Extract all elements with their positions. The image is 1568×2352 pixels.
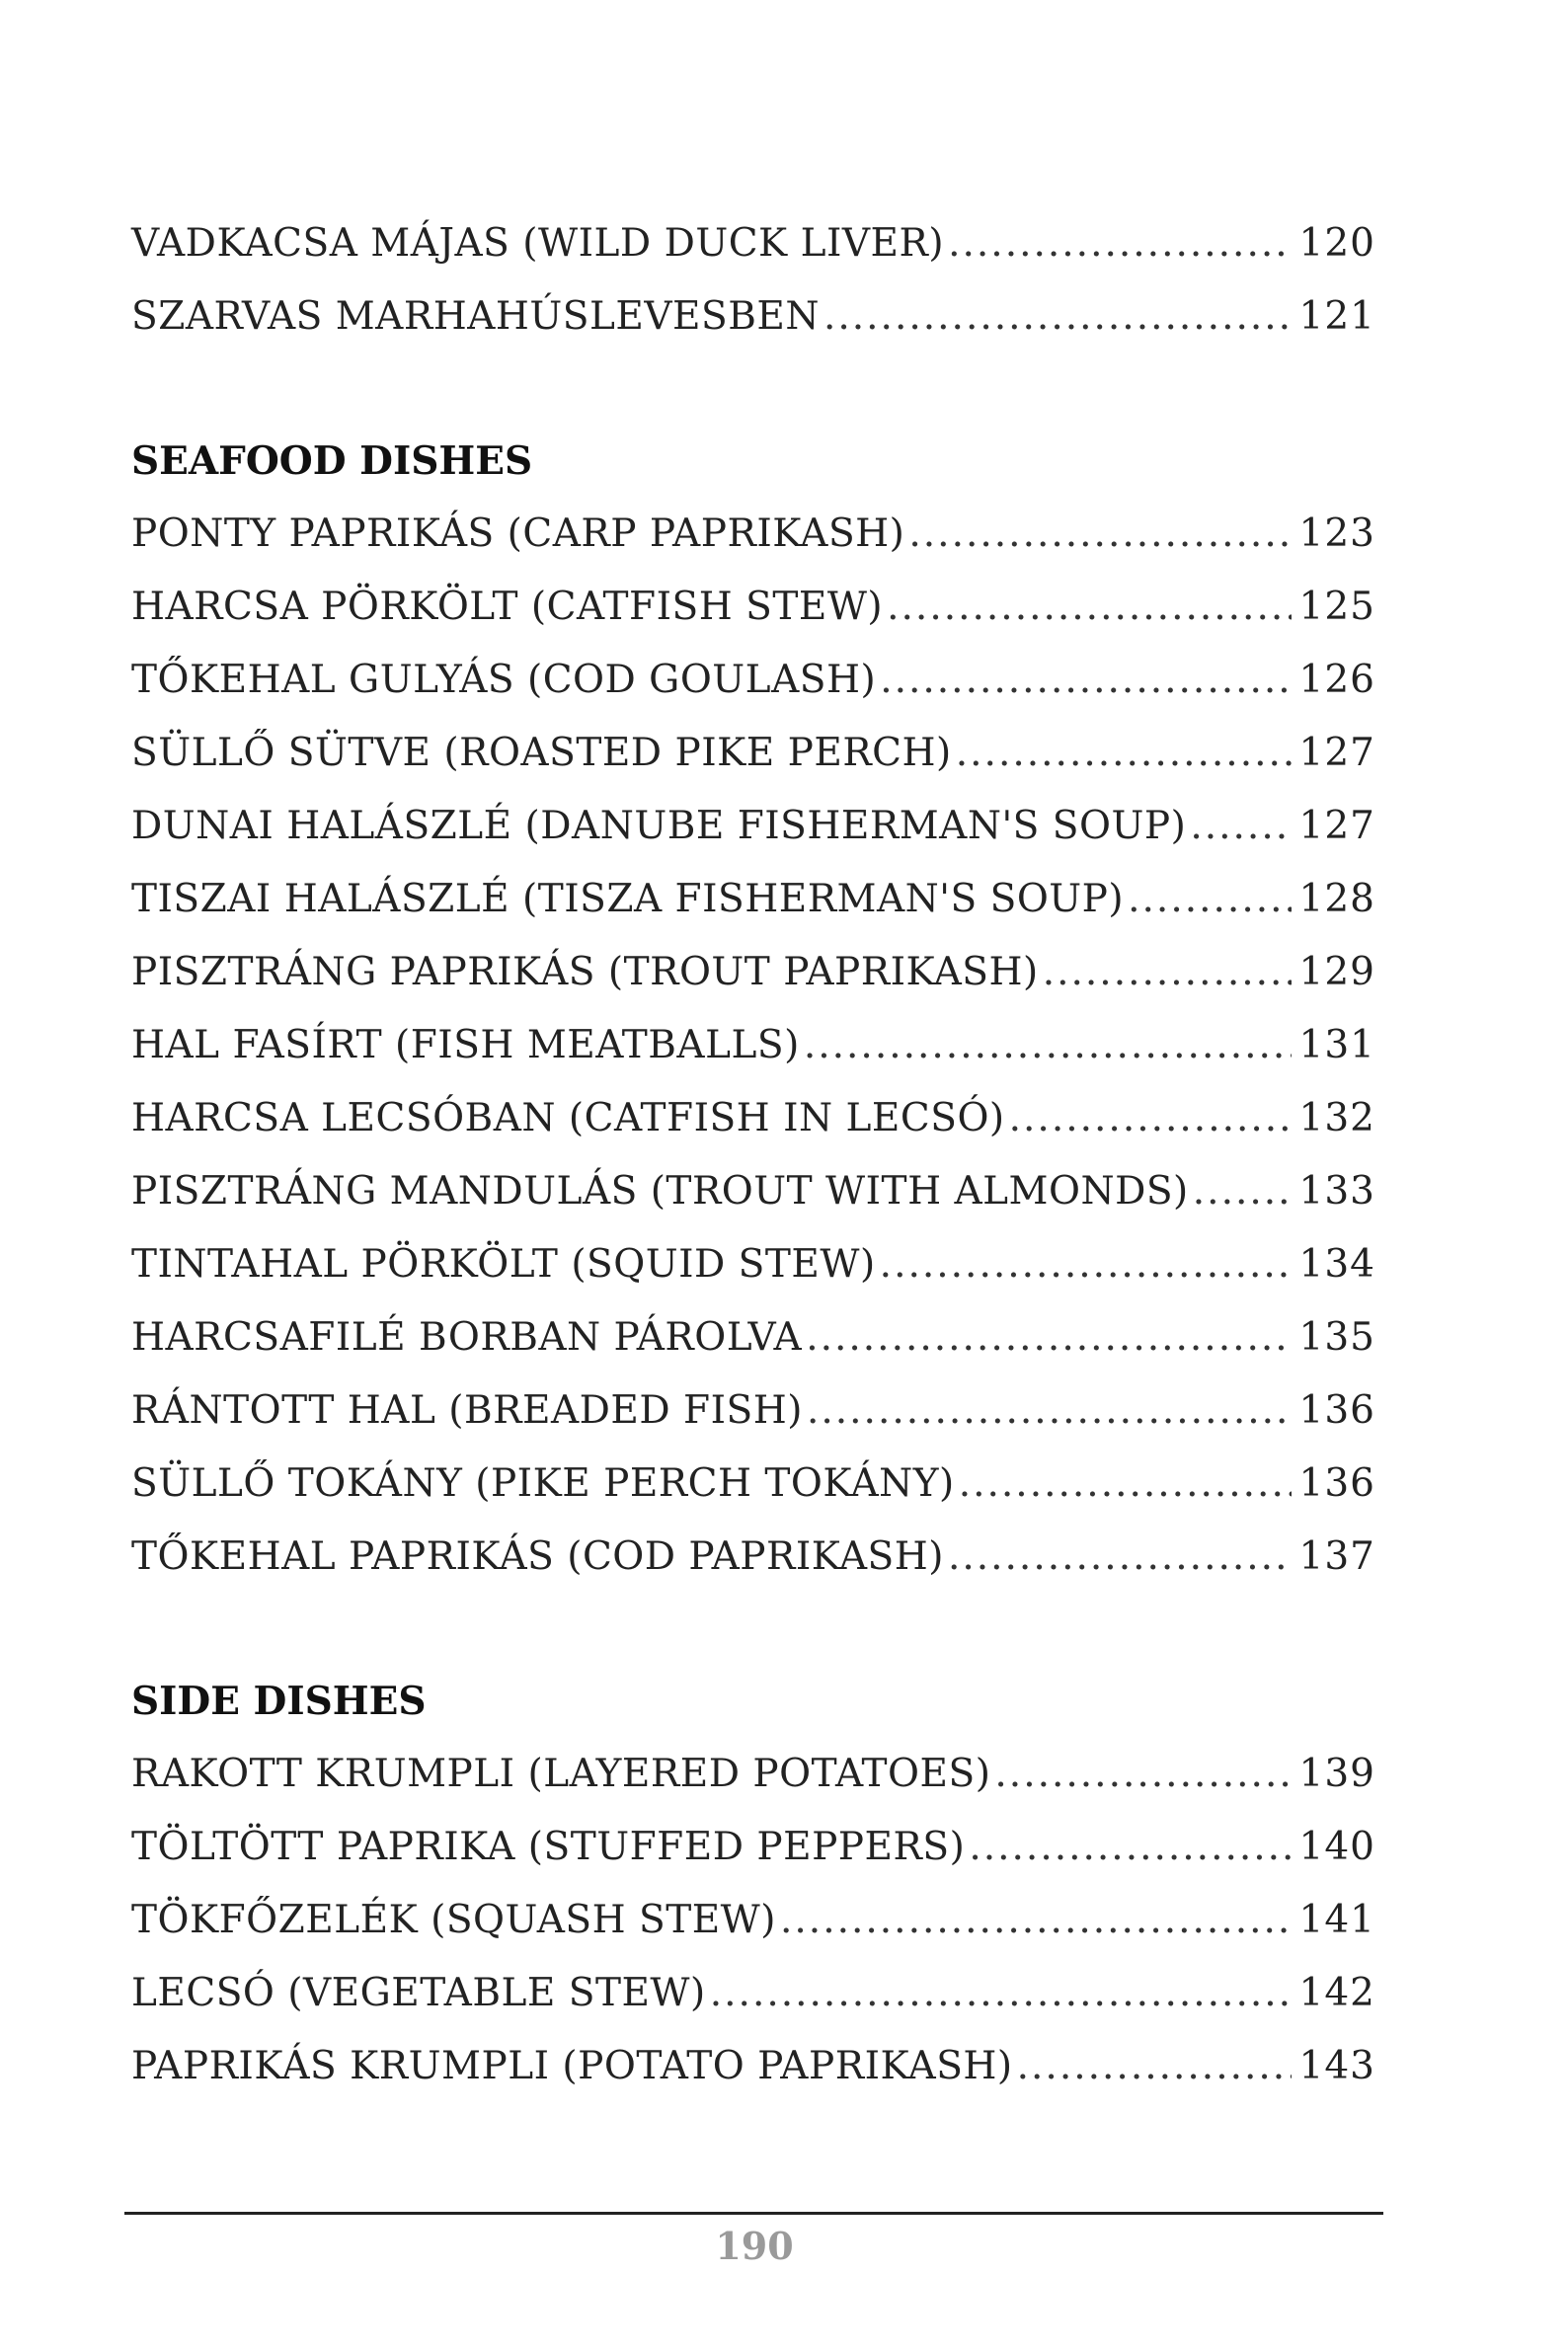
toc-entry[interactable] — [131, 1082, 1375, 1155]
toc-entry-title: LECSÓ (VEGETABLE STEW) — [131, 1971, 706, 2015]
dot-leader — [959, 1448, 1292, 1521]
toc-entry-page: 143 — [1298, 2044, 1375, 2088]
toc-entry-page: 121 — [1298, 294, 1375, 339]
toc-entry-page: 136 — [1298, 1461, 1375, 1506]
dot-leader — [1009, 1082, 1292, 1155]
toc-entry-title: HAL FASÍRT (FISH MEATBALLS) — [131, 1023, 800, 1067]
toc-entry-page: 131 — [1298, 1023, 1375, 1067]
toc-entry-title: DUNAI HALÁSZLÉ (DANUBE FISHERMAN'S SOUP) — [131, 804, 1187, 848]
toc-entry[interactable] — [131, 936, 1375, 1009]
dot-leader — [1193, 1155, 1292, 1228]
toc-entry[interactable] — [131, 1521, 1375, 1594]
toc-entry-page: 123 — [1298, 511, 1375, 556]
dot-leader — [880, 644, 1291, 717]
toc-entry[interactable] — [131, 1957, 1375, 2030]
toc-entry[interactable] — [131, 1811, 1375, 1884]
toc-entry-title: PAPRIKÁS KRUMPLI (POTATO PAPRIKASH) — [131, 2044, 1013, 2088]
section-heading-seafood: SEAFOOD DISHES — [131, 438, 533, 484]
toc-entry-page: 126 — [1298, 658, 1375, 702]
toc-group-seafood — [131, 498, 1375, 1594]
toc-entry-title: TŐKEHAL GULYÁS (COD GOULASH) — [131, 658, 877, 702]
dot-leader — [969, 1811, 1291, 1884]
toc-entry[interactable] — [131, 790, 1375, 863]
toc-entry[interactable] — [131, 717, 1375, 790]
dot-leader — [807, 1374, 1292, 1448]
toc-entry-title: PONTY PAPRIKÁS (CARP PAPRIKASH) — [131, 511, 905, 556]
toc-entry[interactable] — [131, 1738, 1375, 1811]
dot-leader — [948, 1521, 1292, 1594]
dot-leader — [804, 1009, 1292, 1082]
toc-entry-page: 129 — [1298, 950, 1375, 994]
toc-entry-title: SZARVAS MARHAHÚSLEVESBEN — [131, 294, 820, 339]
toc-entry-page: 135 — [1298, 1315, 1375, 1360]
toc-entry-title: HARCSA LECSÓBAN (CATFISH IN LECSÓ) — [131, 1096, 1005, 1140]
toc-entry-title: PISZTRÁNG PAPRIKÁS (TROUT PAPRIKASH) — [131, 950, 1039, 994]
toc-entry[interactable] — [131, 1228, 1375, 1301]
toc-entry[interactable] — [131, 207, 1375, 280]
toc-entry-page: 133 — [1298, 1169, 1375, 1214]
page-number: 190 — [715, 2224, 794, 2268]
toc-entry-page: 132 — [1298, 1096, 1375, 1140]
toc-entry-page: 142 — [1298, 1971, 1375, 2015]
toc-entry-title: RÁNTOTT HAL (BREADED FISH) — [131, 1388, 803, 1433]
toc-entry-page: 141 — [1298, 1898, 1375, 1942]
toc-entry-title: HARCSA PÖRKÖLT (CATFISH STEW) — [131, 585, 884, 629]
dot-leader — [887, 571, 1291, 644]
toc-entry[interactable] — [131, 1009, 1375, 1082]
dot-leader — [1043, 936, 1292, 1009]
toc-entry[interactable] — [131, 1374, 1375, 1448]
toc-entry-page: 137 — [1298, 1534, 1375, 1579]
toc-entry-page: 134 — [1298, 1242, 1375, 1287]
toc-entry-page: 127 — [1298, 731, 1375, 775]
toc-entry-title: TÖKFŐZELÉK (SQUASH STEW) — [131, 1898, 776, 1942]
toc-entry-title: PISZTRÁNG MANDULÁS (TROUT WITH ALMONDS) — [131, 1169, 1189, 1214]
toc-entry[interactable] — [131, 1155, 1375, 1228]
toc-entry-page: 127 — [1298, 804, 1375, 848]
dot-leader — [1190, 790, 1291, 863]
toc-entry[interactable] — [131, 498, 1375, 571]
toc-entry-page: 136 — [1298, 1388, 1375, 1433]
toc-entry-page: 140 — [1298, 1825, 1375, 1869]
dot-leader — [806, 1301, 1291, 1374]
toc-entry[interactable] — [131, 1884, 1375, 1957]
dot-leader — [1017, 2030, 1292, 2103]
dot-leader — [780, 1884, 1292, 1957]
dot-leader — [710, 1957, 1292, 2030]
toc-entry-page: 128 — [1298, 877, 1375, 921]
toc-entry-page: 120 — [1298, 221, 1375, 266]
footer-divider — [124, 2212, 1383, 2215]
toc-entry[interactable] — [131, 571, 1375, 644]
toc-group-game — [131, 207, 1375, 353]
section-heading-side-dishes: SIDE DISHES — [131, 1679, 427, 1724]
dot-leader — [956, 717, 1292, 790]
dot-leader — [948, 207, 1291, 280]
toc-entry-title: SÜLLŐ SÜTVE (ROASTED PIKE PERCH) — [131, 731, 952, 775]
toc-entry-title: TISZAI HALÁSZLÉ (TISZA FISHERMAN'S SOUP) — [131, 877, 1125, 921]
table-of-contents — [131, 207, 1375, 2103]
toc-entry[interactable] — [131, 863, 1375, 936]
dot-leader — [880, 1228, 1292, 1301]
toc-entry-title: TINTAHAL PÖRKÖLT (SQUID STEW) — [131, 1242, 876, 1287]
toc-entry-title: HARCSAFILÉ BORBAN PÁROLVA — [131, 1315, 803, 1360]
toc-entry[interactable] — [131, 280, 1375, 353]
toc-entry-page: 125 — [1298, 585, 1375, 629]
toc-entry-title: VADKACSA MÁJAS (WILD DUCK LIVER) — [131, 221, 945, 266]
dot-leader — [994, 1738, 1291, 1811]
toc-entry[interactable] — [131, 644, 1375, 717]
toc-entry-title: RAKOTT KRUMPLI (LAYERED POTATOES) — [131, 1752, 991, 1796]
toc-entry[interactable] — [131, 1301, 1375, 1374]
toc-entry-page: 139 — [1298, 1752, 1375, 1796]
dot-leader — [823, 280, 1292, 353]
dot-leader — [908, 498, 1291, 571]
toc-entry-title: TŐKEHAL PAPRIKÁS (COD PAPRIKASH) — [131, 1534, 944, 1579]
toc-entry-title: TÖLTÖTT PAPRIKA (STUFFED PEPPERS) — [131, 1825, 966, 1869]
dot-leader — [1128, 863, 1291, 936]
toc-entry[interactable] — [131, 2030, 1375, 2103]
toc-group-side-dishes — [131, 1738, 1375, 2103]
toc-entry-title: SÜLLŐ TOKÁNY (PIKE PERCH TOKÁNY) — [131, 1461, 955, 1506]
toc-entry[interactable] — [131, 1448, 1375, 1521]
